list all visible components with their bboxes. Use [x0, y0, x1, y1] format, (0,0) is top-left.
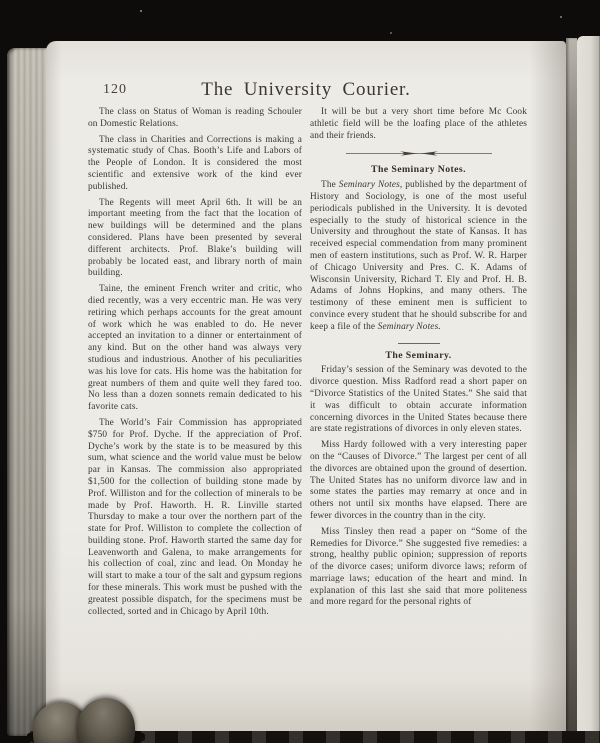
seminary-notes-paragraph	[310, 180, 527, 333]
text-segment-italic: Seminary Notes.	[377, 321, 441, 332]
paragraph: Taine, the eminent French writer and critic, who died recently, was a very eccentric man. He was very retiring which perhaps accounts for the great amount of work which he was enabled to do. He never accepted an invitation to a dinner or entertainment of any kind. But on the other hand was always very studious and industrious. Another of his peculiarities was his love for cats. His home was the habitation for great numbers of them and quite well they fared too. No less than a dozen sonnets remain dedicated to his favorite cats.	[88, 284, 302, 413]
section-heading-the-seminary: The Seminary.	[385, 349, 452, 361]
paragraph: The class on Status of Woman is reading Schouler on Domestic Relations.	[88, 107, 302, 129]
masthead	[46, 79, 566, 105]
left-column	[88, 107, 302, 622]
dust-specks	[140, 10, 142, 12]
paragraph: The Regents will meet April 6th. It will be an important meeting from the fact that the location of new buildings will be determined and the plans considered. Plans have been presented by several different architects. Prof. Blake’s building will probably be located east, and library north of main building.	[88, 197, 302, 279]
thumb-pad	[77, 698, 135, 743]
facing-page-edge	[577, 36, 600, 736]
paragraph: It will be but a very short time before Mc Cook athletic field will be the loafing place of the athletes and their friends.	[310, 107, 527, 141]
text-segment: , published by the department of History and Sociology, is one of the most useful periodicals published in the University. It is devoted especially to the study of historical science in the University and throughout the state of Kansas. It has received especial commendation from many prominent men of eastern institutions, such as Prof. W. R. Harper of Chicago University and Pres. C. K. Adams of Wisconsin University, Richard T. Ely and Prof. H. B. Adams of Johns Hopkins, and many others. The testimony of these eminent men is sufficient to convince every student that he should subscribe for and keep a file of the	[310, 180, 527, 332]
paragraph: The class in Charities and Corrections is making a systematic study of Chas. Booth’s Life and Labors of the People of London. It is considered the most scientific and extensive work of the kind ever published.	[88, 134, 302, 192]
paragraph: Miss Hardy followed with a very interesting paper on the “Causes of Divorce.” The largest per cent of all the divorces are obtained upon the ground of desertion. The United States has no uniform divorce law and in some states the parties may remarry at once and in others not until six months have elapsed. There are fewer divorces in the country than in the city.	[310, 440, 527, 521]
thumb-holding-page	[33, 694, 133, 743]
text-segment: The	[321, 180, 339, 191]
paragraph: Miss Tinsley then read a paper on “Some of the Remedies for Divorce.” She suggested five remedies: a strong, healthy public opinion; suppression of reports of the divorce cases; uniform divorce laws; reform of marriage laws; education of the heart and mind. In explanation of this last she said that more politeness and more regard for the personal rights of	[310, 526, 527, 608]
section-heading-seminary-notes: The Seminary Notes.	[371, 164, 466, 176]
ornament-divider-icon	[310, 149, 527, 158]
right-column	[310, 107, 527, 613]
plain-divider-rule	[398, 343, 440, 344]
page-number: 120	[103, 82, 127, 97]
paragraph: The World’s Fair Commission has appropriated $750 for Prof. Dyche. If the appreciation of Prof. Dyche’s work by the state is to be measured by this sum, what science and the world value must be below par in Kansas. The commission also appropriated $1,500 for the collection of building stone made by Prof. Williston and for the collection of minerals to be made by Prof. Haworth. H. R. Linville started Thursday to make a tour over the northern part of the state for Prof. Williston to complete the collection of building stone. Prof. Haworth started the same day for Leavenworth and Galena, to make arrangements for his collection of coal, zinc and lead. On Monday he will start to make a tour of the salt and gypsum regions for these minerals. This work must be pushed with the greatest possible dispatch, for the specimens must be collected, sorted and in Chicago by April 10th.	[88, 417, 302, 617]
spine-gutter-shadow	[566, 38, 577, 743]
page-title: The University Courier.	[201, 79, 411, 100]
book-page	[46, 41, 566, 733]
text-segment-italic: Seminary Notes	[338, 180, 400, 191]
paragraph: Friday’s session of the Seminary was devoted to the divorce question. Miss Radford read a short paper on “Divorce Statistics of the United States.” She said that it was difficult to obtain accurate information concerning divorces in the United States because there are state registrations of divorces in only eleven states.	[310, 365, 527, 435]
page-edge-stack	[7, 48, 48, 736]
